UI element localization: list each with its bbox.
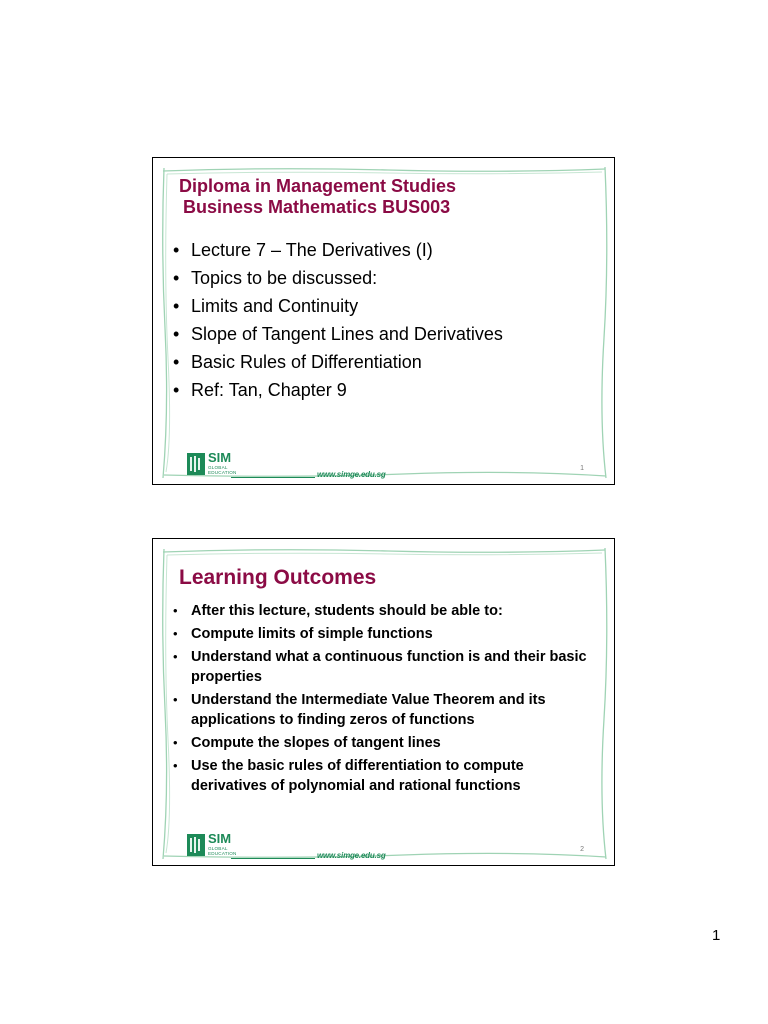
list-item: • Topics to be discussed: xyxy=(173,266,503,294)
list-item: • Use the basic rules of differentiation to compute derivatives of polynomial and rational functions xyxy=(173,756,603,796)
list-item: • Compute limits of simple functions xyxy=(173,624,603,644)
slide-title xyxy=(179,176,456,218)
logo-subtext: GLOBAL EDUCATION xyxy=(208,465,237,475)
list-item: • Ref: Tan, Chapter 9 xyxy=(173,378,503,406)
footer-divider xyxy=(231,477,315,478)
list-item: • After this lecture, students should be able to: xyxy=(173,601,603,621)
title-line-2: Business Mathematics BUS003 xyxy=(183,197,451,217)
sim-logo-icon xyxy=(187,834,205,856)
slide-title: Learning Outcomes xyxy=(179,566,377,589)
list-item: • Basic Rules of Differentiation xyxy=(173,350,503,378)
sim-logo-icon xyxy=(187,453,205,475)
list-item: • Compute the slopes of tangent lines xyxy=(173,733,603,753)
logo-subtext: GLOBAL EDUCATION xyxy=(208,846,237,856)
slide-number: 2 xyxy=(580,846,584,853)
slide-number: 1 xyxy=(580,465,584,472)
list-item: • Understand what a continuous function is and their basic properties xyxy=(173,647,603,687)
list-item: • Limits and Continuity xyxy=(173,294,503,322)
footer-url[interactable]: www.simge.edu.sg xyxy=(317,851,386,860)
title-line-1: Diploma in Management Studies xyxy=(179,176,457,196)
list-item: • Lecture 7 – The Derivatives (I) xyxy=(173,238,503,266)
list-item: • Understand the Intermediate Value Theorem and its applications to finding zeros of functions xyxy=(173,690,603,730)
slide-1 xyxy=(152,157,615,485)
list-item: • Slope of Tangent Lines and Derivatives xyxy=(173,322,503,350)
bullet-list xyxy=(173,238,503,406)
footer-divider xyxy=(231,858,315,859)
footer-url[interactable]: www.simge.edu.sg xyxy=(317,470,386,479)
slide-2 xyxy=(152,538,615,866)
logo-text: SIM xyxy=(208,831,232,846)
bullet-list xyxy=(173,601,603,799)
logo-text: SIM xyxy=(208,450,232,465)
page-number: 1 xyxy=(712,927,721,944)
